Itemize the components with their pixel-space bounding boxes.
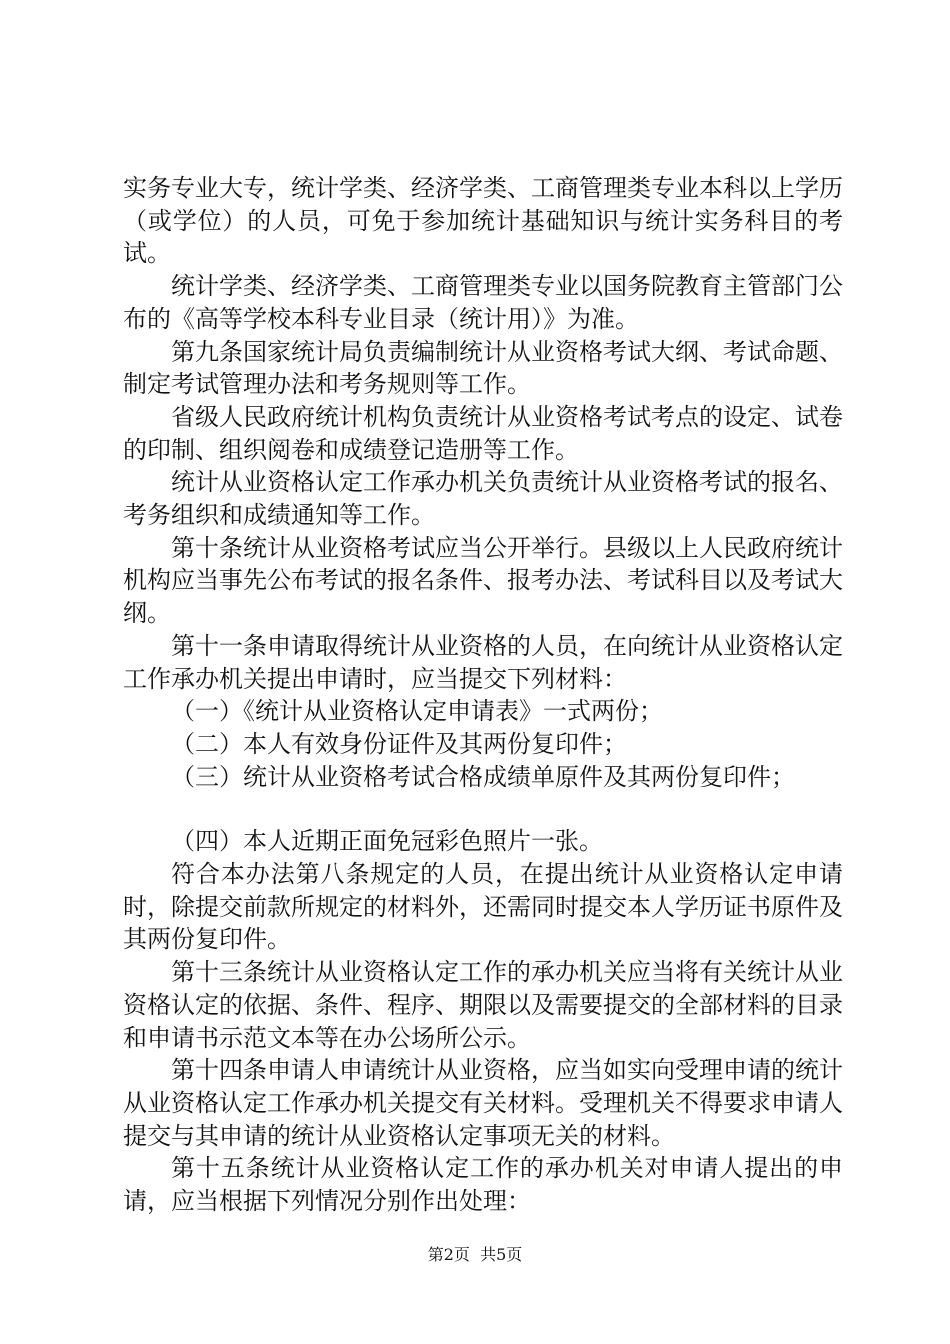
paragraph-article-10: 第十条统计从业资格考试应当公开举行。县级以上人民政府统计机构应当事先公布考试的报名条件、报考办法、考试科目以及考试大纲。 bbox=[123, 533, 843, 628]
list-item-1: （一）《统计从业资格认定申请表》一式两份； bbox=[171, 697, 663, 726]
page-number: 第2页 bbox=[427, 1245, 470, 1264]
paragraph-article-15: 第十五条统计从业资格认定工作的承办机关对申请人提出的申请，应当根据下列情况分别作出处理： bbox=[123, 1154, 843, 1216]
list-item-4: （四）本人近期正面免冠彩色照片一张。 bbox=[171, 827, 603, 856]
paragraph-continuation: 实务专业大专，统计学类、经济学类、工商管理类专业本科以上学历（或学位）的人员，可免于参加统计基础知识与统计实务科目的考试。 bbox=[123, 174, 843, 268]
paragraph-agency-duties: 统计从业资格认定工作承办机关负责统计从业资格考试的报名、考务组织和成绩通知等工作。 bbox=[123, 468, 843, 530]
paragraph-article-11: 第十一条申请取得统计从业资格的人员，在向统计从业资格认定工作承办机关提出申请时，应当提交下列材料： bbox=[123, 631, 843, 693]
paragraph-article-8-applicants: 符合本办法第八条规定的人员，在提出统计从业资格认定申请时，除提交前款所规定的材料外，还需同时提交本人学历证书原件及其两份复印件。 bbox=[123, 860, 843, 954]
paragraph-major-categories: 统计学类、经济学类、工商管理类专业以国务院教育主管部门公布的《高等学校本科专业目录（统计用）》为准。 bbox=[123, 272, 843, 333]
footer-spacer bbox=[470, 1245, 480, 1264]
paragraph-article-13: 第十三条统计从业资格认定工作的承办机关应当将有关统计从业资格认定的依据、条件、程序、期限以及需要提交的全部材料的目录和申请书示范文本等在办公场所公示。 bbox=[123, 958, 843, 1052]
page-total: 共5页 bbox=[480, 1245, 523, 1264]
document-body bbox=[123, 172, 843, 1218]
page-footer bbox=[0, 1244, 950, 1266]
list-item-3: （三）统计从业资格考试合格成绩单原件及其两份复印件； bbox=[171, 762, 795, 791]
paragraph-provincial-duties: 省级人民政府统计机构负责统计从业资格考试考点的设定、试卷的印制、组织阅卷和成绩登记造册等工作。 bbox=[123, 402, 843, 464]
paragraph-article-14: 第十四条申请人申请统计从业资格，应当如实向受理申请的统计从业资格认定工作承办机关提交有关材料。受理机关不得要求申请人提交与其申请的统计从业资格认定事项无关的材料。 bbox=[123, 1056, 843, 1150]
paragraph-article-9: 第九条国家统计局负责编制统计从业资格考试大纲、考试命题、制定考试管理办法和考务规则等工作。 bbox=[123, 337, 843, 399]
list-item-2: （二）本人有效身份证件及其两份复印件； bbox=[171, 729, 627, 758]
